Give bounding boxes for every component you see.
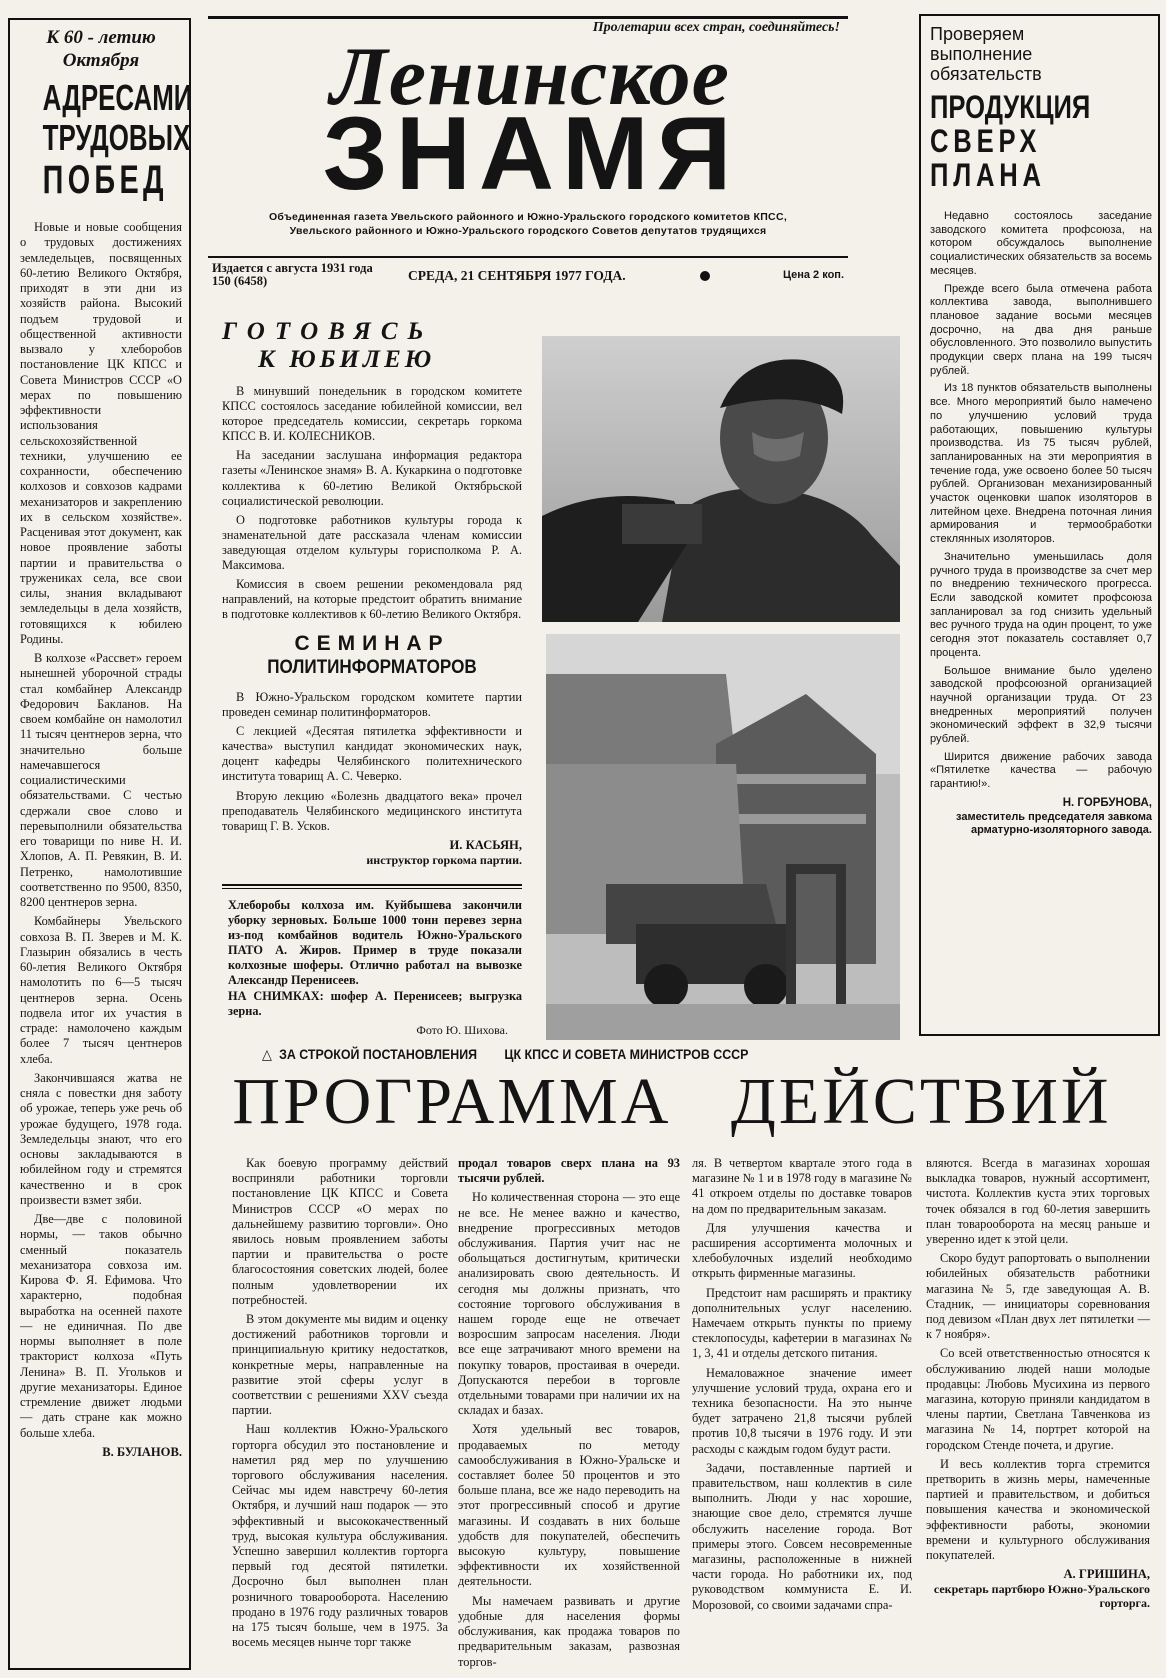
jubilee-paragraph: О подготовке работников культуры города к знаменательной дате рассказала членам комиссии заведующая отделом культуры горисполкома Р. А. Максимова.	[222, 512, 522, 573]
left-signature: В. БУЛАНОВ.	[102, 1444, 182, 1459]
banner-left: ЗА СТРОКОЙ ПОСТАНОВЛЕНИЯ	[279, 1047, 478, 1062]
right-column	[930, 24, 1152, 837]
price: Цена 2 коп.	[782, 269, 844, 281]
jubilee-paragraph: На заседании заслушана информация редактора газеты «Ленинское знамя» В. А. Кукаркина о подготовке коллектива к 60-летию Великой Октябрьской социалистической революции.	[222, 448, 522, 508]
masthead-title-line1: Ленинское	[330, 30, 730, 123]
masthead-title-line2: ЗНАМЯ	[322, 96, 740, 212]
program-paragraph: Наш коллектив Южно-Уральского горторга обсудил это постановление и наметил ряд мер по улучшению торгового обслуживания населения. Сейчас мы идем навстречу 60-летия Октября, и лучший наш подарок — это эффективный и высококачественный труд, высокая культура обслуживания. Успешно завершил коллектив горторга первый год десятой пятилетки. Досрочно был выполнен план розничного товарооборота. Населению продано в 1976 году различных товаров на 175 тысяч больше, чем в 1975. За восемь месяцев нынче торг также	[232, 1422, 448, 1650]
masthead	[208, 14, 848, 286]
masthead-slogan: Пролетарии всех стран, соединяйтесь!	[592, 20, 840, 35]
seminar-body	[222, 690, 522, 834]
portrait-photo	[542, 336, 900, 622]
program-paragraph: Со всей ответственностью относятся к обслуживанию людей наши молодые продавцы: Любовь Мусихина из первого магазина, которую приняли кандидатом в члены партии, Светлана Тавченкова из магазина № 14, портрет которой на городском Стенде почета, и другие.	[926, 1346, 1150, 1452]
masthead-subtitle: Объединенная газета Увельского районного и Южно-Уральского городского комитетов КПСС, Увельского районного и Южно-Уральского городского Советов депутатов трудящихся	[268, 211, 788, 237]
seminar-paragraph: С лекцией «Десятая пятилетка эффективности и качества» выступил кандидат экономических наук, доцент кафедры Челябинского политехнического института товарищ А. С. Чеверко.	[222, 724, 522, 784]
caption-text: Хлеборобы колхоза им. Куйбышева закончили уборку зерновых. Больше 1000 тонн перевез зерна из-под комбайнов водитель Южно-Уральского ПАТО А. Жиров. Пример в труде показали колхозные шоферы. Отлично работал на вывозке Александр Перенисеев.	[228, 898, 522, 988]
issue-date: СРЕДА, 21 СЕНТЯБРЯ 1977 ГОДА.	[408, 268, 626, 283]
program-paragraph: продал товаров сверх плана на 93 тысячи рублей.	[458, 1156, 680, 1186]
program-paragraph: Хотя удельный вес товаров, продаваемых по методу самообслуживания в Южно-Уральске и составляет более 50 процентов и это больше плана, все же надо переводить на этот прогрессивный способ и другие магазины. И создавать в них больше удобств для покупателей, обеспечить высокую культуру, повышение эффективности их хозяйственной деятельности.	[458, 1422, 680, 1589]
right-article-body	[930, 210, 1152, 792]
left-paragraph: Новые и новые сообщения о трудовых достижениях земледельцев, посвященных 60-летию Великого Октября, приходят в эти дни из хозяйств района. Высокий подъем трудовой и общественной активности вызвало у хлеборобов постановление ЦК КПСС и Совета Министров СССР «О мерах по повышению эффективности использования сельскохозяйственной техники, улучшению ее сохранности, обеспечению колхозов и совхозов кадрами механизаторов и закреплению их в сельском хозяйстве». Расценивая этот документ, как новое проявление заботы партии и правительства о тружениках села, все свои силы, знания вкладывают земледельцы в дела хозяйств, готовящихся к юбилею Родины.	[20, 220, 182, 646]
jubilee-body	[222, 384, 522, 622]
left-paragraph: Две—две с половиной нормы, — таков обычно сменный показатель механизатора совхоза им. Кирова Ф. Я. Ефимова. Что характерно, подобная выработка на осенней пахоте — не единичная. По две нормы выполняет в поле тракторист колхоза «Путь Ленина» В. П. Угольков и другие механизаторы. Единое стремление движет людьми — дать стране как можно больше хлеба.	[20, 1212, 182, 1440]
program-paragraph: И весь коллектив торга стремится претворить в жизнь меры, намеченные партией и правительством, и добиться повышения качества и экономической эффективности работы, экономии времени и культурного обслуживания покупателей.	[926, 1456, 1150, 1563]
seminar-paragraph: Вторую лекцию «Болезнь двадцатого века» прочел преподаватель Челябинского медицинского института товарищ Г. В. Усков.	[222, 788, 522, 833]
program-column-3	[692, 1156, 912, 1617]
truck-photo	[546, 634, 900, 1040]
caption-photos: НА СНИМКАХ: шофер А. Перенисеев; выгрузка зерна.	[228, 988, 522, 1018]
portrait-photo-image	[542, 336, 900, 622]
masthead-top-rule	[208, 16, 848, 19]
program-paragraph: Задачи, поставленные партией и правительством, наш коллектив в силе выполнить. Люди у нас хорошие, знающие свое дело, стремятся лучше обслужить население города. Вот примеры этого. Совсем несовременные магазины, расположенные в нижней части города. Но работники их, под руководством коммуниста Е. И. Морозовой, со своими задачами спра-	[692, 1460, 912, 1612]
program-paragraph: ля. В четвертом квартале этого года в магазине № 1 и в 1978 году в магазине № 41 откроем отделы по доставке товаров на дом по предварительным заказам.	[692, 1156, 912, 1216]
seminar-paragraph: В Южно-Уральском городском комитете партии проведен семинар политинформаторов.	[222, 690, 522, 720]
seminar-article	[222, 632, 522, 867]
triangle-icon: △	[262, 1046, 272, 1062]
seminar-separator	[222, 884, 522, 886]
program-banner	[262, 1046, 832, 1066]
program-headline: ПРОГРАММА ДЕЙСТВИЙ	[232, 1065, 1112, 1138]
founded-note: Издается с августа 1931 года 150 (6458)	[212, 261, 373, 288]
program-signature-position: секретарь партбюро Южно-Уральского горторга.	[933, 1582, 1150, 1611]
program-paragraph: Как боевую программу действий восприняли работники торговли постановление ЦК КПСС и Совета Министров СССР «О мерах по дальнейшему развитию торговли». Оно явилось новым проявлением заботы партии и правительства о росте благосостояния советских людей, более полным удовлетворении их потребностей.	[232, 1156, 448, 1307]
banner-right: ЦК КПСС И СОВЕТА МИНИСТРОВ СССР	[504, 1047, 749, 1062]
seminar-signature-position: инструктор горкома партии.	[366, 852, 522, 867]
jubilee-paragraph: В минувший понедельник в городском комитете КПСС состоялось заседание юбилейной комиссии, вел которое председатель комиссии, секретарь горкома КПСС В. И. КОЛЕСНИКОВ.	[222, 384, 522, 444]
program-paragraph: Предстоит нам расширять и практику дополнительных услуг населению. Намечаем открыть пункты по приему стеклопосуды, кафетерии в магазинах № 1, 3, 41 и отделы детского питания.	[692, 1285, 912, 1361]
photo-caption	[228, 898, 522, 1038]
right-paragraph: Большое внимание было уделено заводской профсоюзной организацией научной организации труда. От 23 внедренных мероприятий получен экономический эффект в 32,9 тысячи рублей.	[930, 664, 1152, 746]
program-column-1	[232, 1156, 448, 1655]
program-paragraph: Но количественная сторона — это еще не все. Не менее важно и качество, внедрение прогрессивных методов обслуживания. Партия учит нас не обольщаться достигнутым, критически анализировать свою деятельность. И сегодня мы должны признать, что состояние торгового обслуживания в нашем городе еще не отвечает возросшим запросам населения. Люди все еще затрачивают много времени на покупку товаров, простаивая в очереди. Допускаются перебои в торговле отдельными товарами при наличии их на складах и базах.	[458, 1190, 680, 1418]
program-paragraph: Немаловажное значение имеет улучшение условий труда, охрана его и техника безопасности. На это нынче будет затрачено 21,8 тысячи рублей против 10,8 тысячи в 1976 году. И эти расходы с каждым годом будут расти.	[692, 1365, 912, 1456]
left-paragraph: Комбайнеры Увельского совхоза В. П. Зверев и М. К. Глазырин обязались в честь 60-летия Великого Октября намолотить по 6—5 тысяч центнеров зерна. Осень подвела итог их участия в страде: намолочено каждым более 7 тысяч центнеров хлеба.	[20, 914, 182, 1066]
program-paragraph: Для улучшения качества и расширения ассортимента молочных и хлебобулочных изделий необходимо открыть фирменные магазины.	[692, 1220, 912, 1281]
left-column	[20, 26, 193, 1460]
photo-credit: Фото Ю. Шихова.	[416, 1022, 508, 1037]
left-article-body	[20, 220, 182, 1441]
right-paragraph: Ширится движение рабочих завода «Пятилетке качества — рабочую гарантию!».	[930, 750, 1152, 791]
right-paragraph: Из 18 пунктов обязательств выполнены все. Много мероприятий было намечено по улучшению условий труда работающих, повышению культуры производства. Из 75 тысяч рублей, запланированных на эти мероприятия в течение года, уже освоено более 50 тысяч рублей. Организован механизированный участок оценковки шапок изоляторов в литейном цехе. Внедрена поточная линия армирования и термообработки стеклянных изоляторов.	[930, 382, 1152, 546]
program-paragraph: вляются. Всегда в магазинах хорошая выкладка товаров, нужный ассортимент, чистота. Коллектив куста этих торговых точек обязался в год 60-летия завершить план товарооборота на месяц раньше и уверенно идет к этой цели.	[926, 1156, 1150, 1247]
program-column-2	[458, 1156, 680, 1674]
right-headline: ПРОДУКЦИЯ СВЕРХ ПЛАНА	[930, 89, 1091, 193]
right-paragraph: Значительно уменьшилась доля ручного труда в производстве за счет мер по внедрению технического прогресса. Если заводской комитет профсоюза запланировал за год снизить удельный вес ручного труда на один процент, то уже сегодня этот показатель составляет 0,7 процента.	[930, 550, 1152, 659]
program-column-4	[926, 1156, 1150, 1610]
jubilee-article	[222, 318, 522, 626]
jubilee-paragraph: Комиссия в своем решении рекомендовала ряд направлений, на которые предстоит обратить внимание в подготовке коллективов к 60-летию Великого Октября.	[222, 577, 522, 622]
program-signature: А. ГРИШИНА,	[1063, 1567, 1150, 1582]
jubilee-headline: ГОТОВЯСЬ К ЮБИЛЕЮ	[222, 318, 436, 373]
truck-photo-image	[546, 634, 900, 1040]
left-paragraph: В колхозе «Рассвет» героем нынешней уборочной страды стал комбайнер Александр Федорович Бакланов. На своем комбайне он намолотил 11 тысяч центнеров зерна, что значительно больше намечавшегося социалистическими обязательствами. С честью сдержали свое слово и перевыполнили обязательства его товарищи по ниве Н. И. Хлопов, А. П. Ревякин, В. И. Петренко, намолотившие соответственно по 9500, 8350, 8200 центнеров зерна.	[20, 651, 182, 909]
right-paragraph: Недавно состоялось заседание заводского комитета профсоюза, на котором обсуждалось выполнение социалистических обязательств за восемь месяцев.	[930, 210, 1152, 277]
masthead-info-row	[212, 262, 844, 288]
left-paragraph: Закончившаяся жатва не сняла с повестки дня заботу об урожае, теперь уже речь об урожае будущего, 1978 года. Земледельцы знают, что его основы закладываются в юбилейном году и стремятся качественно и в срок произвести взмет зяби.	[20, 1070, 182, 1207]
seminar-signature: И. КАСЬЯН,	[449, 837, 522, 852]
program-paragraph: В этом документе мы видим и оценку достижений работников торговли и принципиальную критику недостатков, конкретные меры, направленные на развитие этой сферы услуг в соответствии с решениями XXV съезда партии.	[232, 1312, 448, 1418]
seminar-separator-2	[222, 888, 522, 889]
right-signature-position: заместитель председателя завкома арматурно-изоляторного завода.	[956, 810, 1152, 836]
program-paragraph: Скоро будут рапортовать о выполнении юбилейных обязательств работники магазина № 5, где заведующая А. В. Стадник, — инициаторы соревнования под девизом «План двух лет пятилетки — к 7 ноября».	[926, 1251, 1150, 1342]
left-kicker: К 60 - летию Октября	[46, 27, 156, 71]
program-paragraph: Мы намечаем развивать и другие удобные для населения формы обслуживания, как продажа товаров по предварительным заказам, развозная торгов-	[458, 1593, 680, 1669]
right-kicker: Проверяем выполнение обязательств	[930, 24, 1042, 84]
seminar-headline: СЕМИНАР ПОЛИТИНФОРМАТОРОВ	[267, 632, 477, 678]
right-paragraph: Прежде всего была отмечена работа коллектива завода, выполнившего плановое задание восьми месяцев досрочно, на два дня раньше обусловленного. Это позволило выпустить продукции сверх плана на 199 тысяч рублей.	[930, 282, 1152, 377]
left-headline: АДРЕСАМИ ТРУДОВЫХ ПОБЕД	[42, 77, 193, 202]
right-signature: Н. ГОРБУНОВА,	[1062, 796, 1152, 809]
masthead-bottom-rule	[208, 256, 848, 258]
bullet-dot	[700, 271, 710, 281]
